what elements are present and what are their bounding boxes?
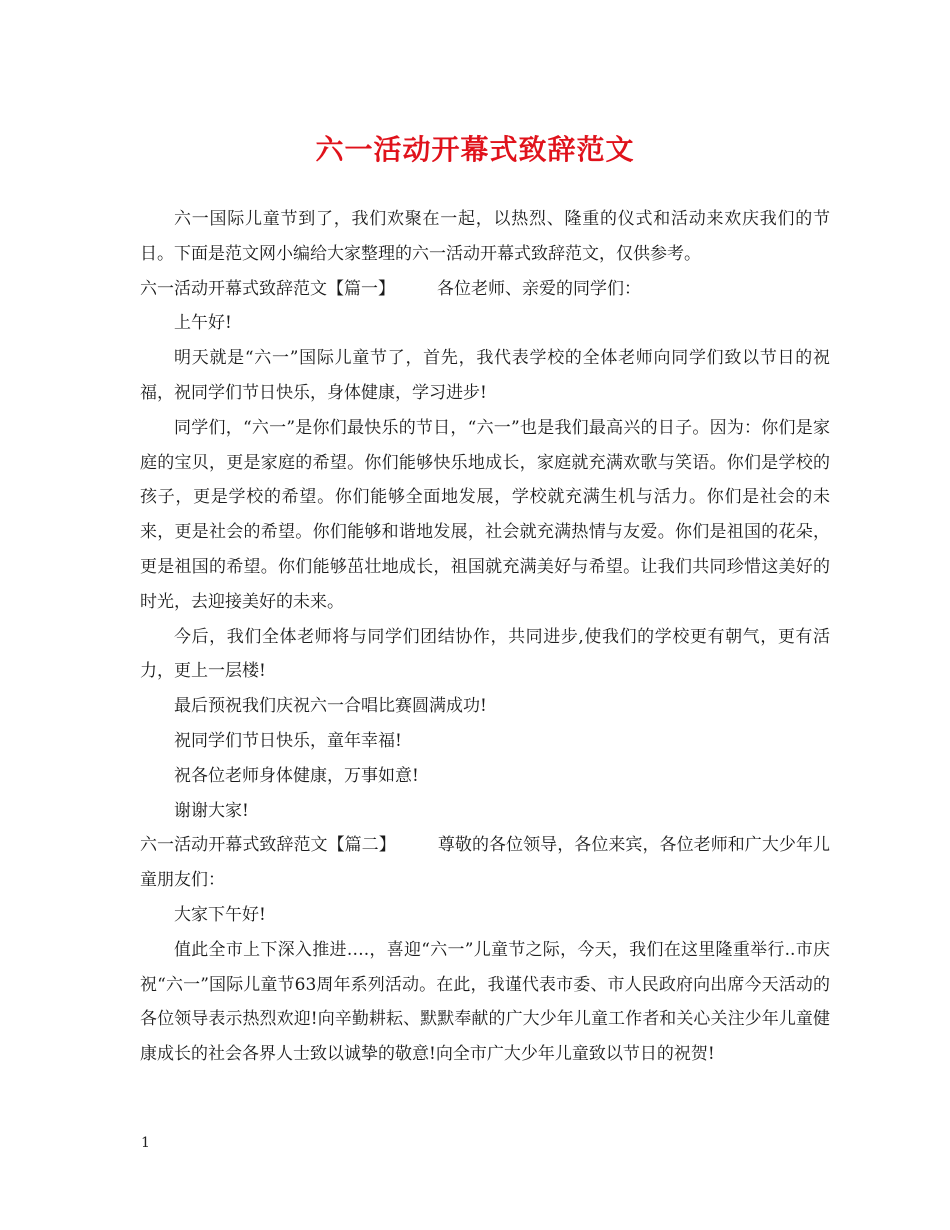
paragraph: 上午好! [174,313,232,334]
intro-paragraph: 六一国际儿童节到了，我们欢聚在一起，以热烈、隆重的仪式和活动来欢庆我们的节日。下面是范文网小编给大家整理的六一活动开幕式致辞范文，仅供参考。 [140,209,830,264]
paragraph: 大家下午好! [174,904,266,925]
paragraph: 今后，我们全体老师将与同学们团结协作，共同进步,使我们的学校更有朝气，更有活力，更上一层楼! [140,626,830,682]
section-one-salutation: 各位老师、亲爱的同学们： [437,278,641,299]
paragraph: 最后预祝我们庆祝六一合唱比赛圆满成功! [174,696,487,717]
section-two-salutation: 尊敬的各位领导，各位来宾，各位老师和广大少年儿童朋友们： [140,835,831,891]
document-body [140,202,830,1072]
paragraph: 值此全市上下深入推进….，喜迎“六一”儿童节之际，今天，我们在这里隆重举行..市庆祝“六一”国际儿童节63周年系列活动。在此，我谨代表市委、市人民政府向出席今天活动的各位领导表示热烈欢迎!向辛勤耕耘、默默奉献的广大少年儿童工作者和关心关注少年儿童健康成长的社会各界人士致以诚挚的敬意!向全市广大少年儿童致以节日的祝贺! [140,939,830,1065]
paragraph: 祝各位老师身体健康，万事如意! [174,765,419,786]
paragraph: 祝同学们节日快乐，童年幸福! [174,730,402,751]
paragraph: 谢谢大家! [174,800,249,821]
paragraph: 明天就是“六一”国际儿童节了，首先，我代表学校的全体老师向同学们致以节日的祝福，祝同学们节日快乐，身体健康，学习进步! [140,348,830,403]
section-two-heading: 六一活动开幕式致辞范文【篇二】 [140,835,396,856]
section-one-heading: 六一活动开幕式致辞范文【篇一】 [140,278,395,299]
section-one-heading-line [140,272,830,307]
document-title: 六一活动开幕式致辞范文 [315,133,635,166]
page-number: 1 [141,1135,150,1151]
section-two-heading-line [140,828,830,898]
paragraph: 同学们，“六一”是你们最快乐的节日，“六一”也是我们最高兴的日子。因为：你们是家庭的宝贝，更是家庭的希望。你们能够快乐地成长，家庭就充满欢歌与笑语。你们是学校的孩子，更是学校的希望。你们能够全面地发展，学校就充满生机与活力。你们是社会的未来，更是社会的希望。你们能够和谐地发展，社会就充满热情与友爱。你们是祖国的花朵，更是祖国的希望。你们能够茁壮地成长，祖国就充满美好与希望。让我们共同珍惜这美好的时光，去迎接美好的未来。 [140,417,830,612]
